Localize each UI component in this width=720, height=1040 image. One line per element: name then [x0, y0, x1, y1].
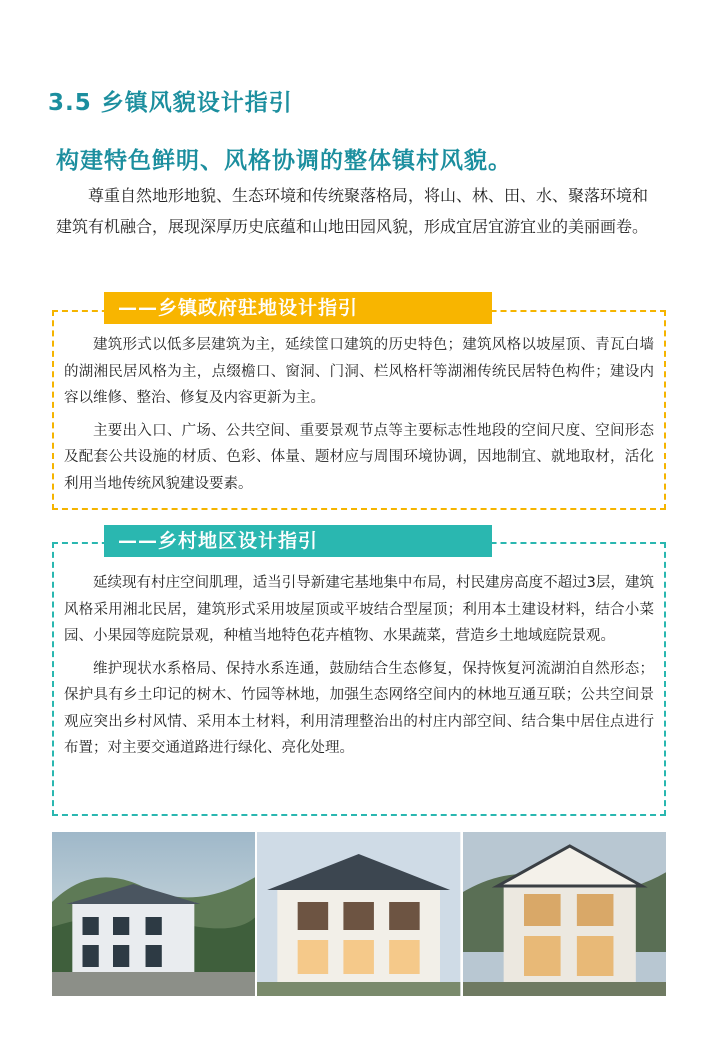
- township-paragraph-1: 建筑形式以低多层建筑为主，延续筐口建筑的历史特色；建筑风格以坡屋顶、青瓦白墙的湖湘民居风格为主，点缀檐口、窗洞、门洞、栏风格杆等湖湘传统民居特色构件；建设内容以维修、整治、修复及内容更新为主。: [64, 337, 654, 406]
- house-photo-strip: [52, 832, 666, 996]
- township-paragraph-2: 主要出入口、广场、公共空间、重要景观节点等主要标志性地段的空间尺度、空间形态及配套公共设施的材质、色彩、体量、题材应与周围环境协调，因地制宜、就地取材，活化利用当地传统风貌建设要素。: [64, 422, 654, 492]
- township-guideline-box: [52, 310, 666, 510]
- rural-banner: ——乡村地区设计指引: [104, 525, 492, 557]
- intro-paragraph: 尊重自然地形地貌、生态环境和传统聚落格局，将山、林、田、水、聚落环境和建筑有机融合，展现深厚历史底蕴和山地田园风貌，形成宜居宜游宜业的美丽画卷。: [56, 186, 649, 236]
- rural-paragraph-1: 延续现有村庄空间肌理，适当引导新建宅基地集中布局，村民建房高度不超过3层，建筑风格采用湘北民居，建筑形式采用坡屋顶或平坡结合型屋顶；利用本土建设材料，结合小菜园、小果园等庭院景观，种植当地特色花卉植物、水果蔬菜，营造乡土地域庭院景观。: [64, 575, 654, 644]
- section-heading: 3.5 乡镇风貌设计指引: [48, 90, 293, 116]
- subtitle: 构建特色鲜明、风格协调的整体镇村风貌。: [56, 148, 512, 174]
- house-photo-2: [257, 832, 460, 996]
- house-photo-3: [463, 832, 666, 996]
- township-banner: ——乡镇政府驻地设计指引: [104, 292, 492, 324]
- house-photo-1: [52, 832, 255, 996]
- rural-paragraph-2: 维护现状水系格局、保持水系连通，鼓励结合生态修复，保持恢复河流湖泊自然形态；保护具有乡土印记的树木、竹园等林地，加强生态网络空间内的林地互通互联；公共空间景观应突出乡村风情、采用本土材料，利用清理整治出的村庄内部空间、结合集中居住点进行布置；对主要交通道路进行绿化、亮化处理。: [64, 660, 654, 756]
- rural-guideline-box: [52, 542, 666, 816]
